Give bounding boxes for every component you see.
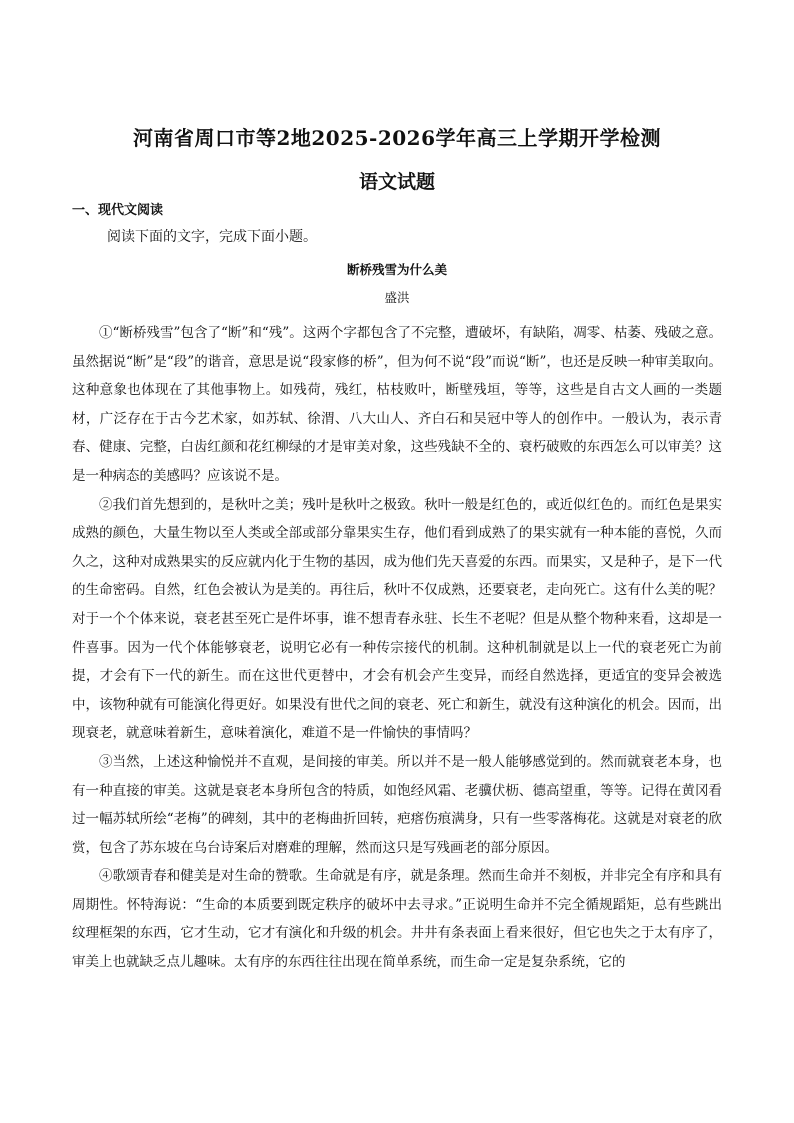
- paragraph-1: ①“断桥残雪”包含了“断”和“残”。这两个字都包含了不完整，遭破坏，有缺陷，凋零、枯萎、残破之意。虽然据说“断”是“段”的谐音，意思是说“段家修的桥”，但为何不说“段”而说“断”，也还是反映一种审美取向。这种意象也体现在了其他事物上。如残荷，残红，枯枝败叶，断壁残垣，等等，这些是自古文人画的一类题材，广泛存在于古今艺术家，如苏轼、徐渭、八大山人、齐白石和吴冠中等人的创作中。一般认为，表示青春、健康、完整，白齿红颜和花红柳绿的才是审美对象，这些残缺不全的、衰朽破败的东西怎么可以审美？这是一种病态的美感吗？应该说不是。: [72, 325, 722, 484]
- exam-subtitle: 语文试题: [358, 171, 435, 193]
- article-body: [72, 319, 722, 977]
- article-title: 断桥残雪为什么美: [346, 262, 447, 277]
- reading-instruction: 阅读下面的文字，完成下面小题。: [107, 229, 317, 245]
- section-heading: 一、现代文阅读: [72, 203, 164, 218]
- exam-title: 河南省周口市等2地2025-2026学年高三上学期开学检测: [132, 126, 662, 150]
- paragraph-3: ③当然，上述这种愉悦并不直观，是间接的审美。所以并不是一般人能够感觉到的。然而就衰老本身，也有一种直接的审美。这就是衰老本身所包含的特质，如饱经风霜、老骥伏枥、德高望重，等等。记得在黄冈看过一幅苏轼所绘“老梅”的碑刻，其中的老梅曲折回转，疤瘩伤痕满身，只有一些零落梅花。这就是对衰老的欣赏，包含了苏东坡在乌台诗案后对磨难的理解，然而这只是写残画老的部分原因。: [72, 753, 722, 856]
- article-author: 盛洪: [384, 290, 410, 305]
- paragraph-4: ④歌颂青春和健美是对生命的赞歌。生命就是有序，就是条理。然而生命并不刻板，并非完全有序和具有周期性。怀特海说：“生命的本质要到既定秩序的破坏中去寻求。”正说明生命并不完全循规蹈矩，总有些跳出纹理框架的东西，它才生动，它才有演化和升级的机会。井井有条表面上看来很好，但它也失之于太有序了，审美上也就缺乏点儿趣味。太有序的东西往往出现在简单系统，而生命一定是复杂系统，它的: [72, 868, 722, 971]
- paragraph-2: ②我们首先想到的，是秋叶之美；残叶是秋叶之极致。秋叶一般是红色的，或近似红色的。而红色是果实成熟的颜色，大量生物以至人类或全部或部分靠果实生存，他们看到成熟了的果实就有一种本能的喜悦，久而久之，这种对成熟果实的反应就内化于生物的基因，成为他们先天喜爱的东西。而果实，又是种子，是下一代的生命密码。自然，红色会被认为是美的。再往后，秋叶不仅成熟，还要衰老，走向死亡。这有什么美的呢？对于一个个体来说，衰老甚至死亡是件坏事，谁不想青春永驻、长生不老呢？但是从整个物种来看，这却是一件喜事。因为一代个体能够衰老，说明它必有一种传宗接代的机制。这种机制就是以上一代的衰老死亡为前提，才会有下一代的新生。而在这世代更替中，才会有机会产生变异，而经自然选择，更适宜的变异会被选中，该物种就有可能演化得更好。如果没有世代之间的衰老、死亡和新生，就没有这种演化的机会。因而，出现衰老，就意味着新生，意味着演化，难道不是一件愉快的事情吗？: [72, 496, 722, 742]
